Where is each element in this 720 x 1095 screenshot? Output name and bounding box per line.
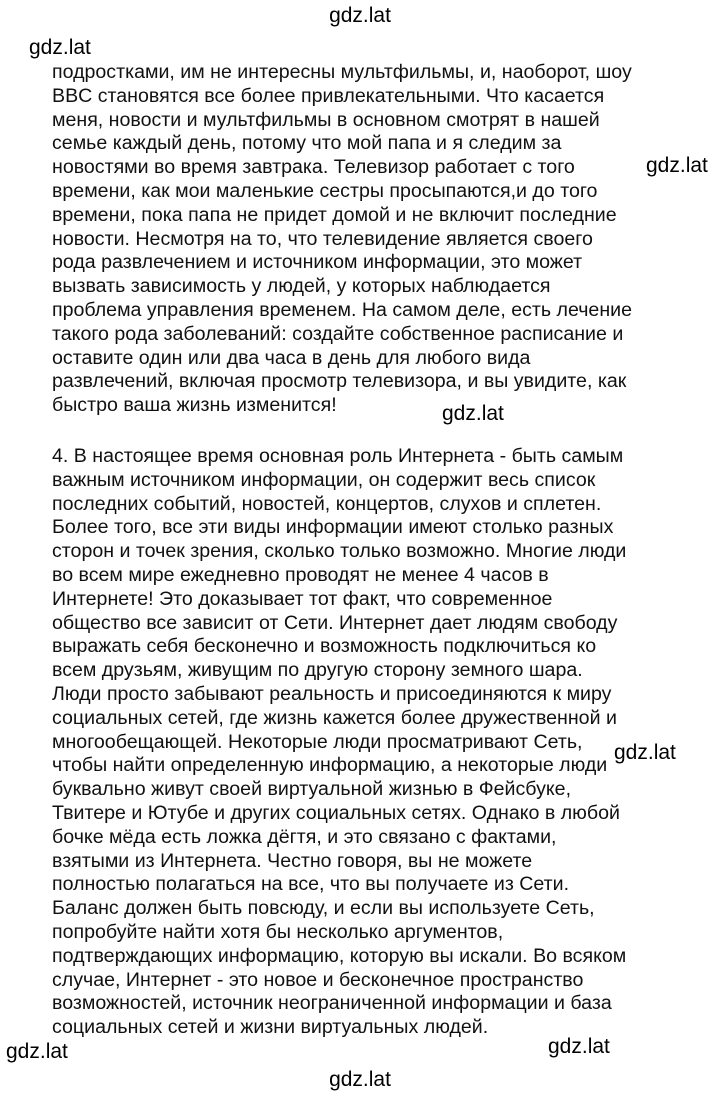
text-line: оставите один или два часа в день для любого вида bbox=[52, 346, 531, 369]
text-line: такого рода заболеваний: создайте собственное расписание и bbox=[52, 322, 624, 345]
text-line: Более того, все эти виды информации имеют столько разных bbox=[52, 516, 614, 539]
text-line: семье каждый день, потому что мой папа и я следим за bbox=[52, 132, 562, 155]
text-line: BBC становятся все более привлекательными. Что касается bbox=[52, 84, 605, 107]
text-line: всем друзьям, живущим по другую сторону земного шара. bbox=[52, 659, 583, 682]
text-line: подтверждающих информацию, которую вы искали. Во всяком bbox=[52, 944, 627, 967]
text-line: бочке мёда есть ложка дёгтя, и это связано с фактами, bbox=[52, 825, 557, 848]
watermark-bottom: gdz.lat bbox=[329, 1068, 391, 1091]
watermark-top-left: gdz.lat bbox=[29, 36, 91, 59]
text-line: времени, как мои маленькие сестры просыпаются,и до того bbox=[52, 179, 598, 202]
text-line: сторон и точек зрения, сколько только возможно. Многие люди bbox=[52, 540, 627, 563]
text-line: многообещающей. Некоторые люди просматривают Сеть, bbox=[52, 730, 583, 753]
text-line: Интернете! Это доказывает тот факт, что современное bbox=[52, 587, 553, 610]
text-line: во всем мире ежедневно проводят не менее 4 часов в bbox=[52, 563, 549, 586]
text-line: быстро ваша жизнь изменится! bbox=[52, 394, 337, 417]
text-line: общество все зависит от Сети. Интернет дает людям свободу bbox=[52, 611, 618, 634]
text-line: проблема управления временем. На самом деле, есть лечение bbox=[52, 298, 632, 321]
text-line: случае, Интернет - это новое и бесконечное пространство bbox=[52, 968, 584, 991]
text-line: вызвать зависимость у людей, у которых наблюдается bbox=[52, 275, 551, 298]
watermark-bottom-left: gdz.lat bbox=[6, 1040, 68, 1063]
text-line: времени, пока папа не придет домой и не включит последние bbox=[52, 203, 617, 226]
text-line: выражать себя бесконечно и возможность подключиться ко bbox=[52, 635, 597, 658]
text-line: возможностей, источник неограниченной информации и база bbox=[52, 992, 612, 1015]
watermark-right-1: gdz.lat bbox=[646, 154, 708, 177]
paragraph-continuation bbox=[52, 61, 712, 418]
watermark-top: gdz.lat bbox=[329, 4, 391, 27]
text-line: социальных сетей и жизни виртуальных людей. bbox=[52, 1016, 489, 1039]
text-line: чтобы найти определенную информацию, а некоторые люди bbox=[52, 754, 608, 777]
watermark-right-2: gdz.lat bbox=[614, 741, 676, 764]
watermark-bottom-right: gdz.lat bbox=[548, 1035, 610, 1058]
text-line: новостями во время завтрака. Телевизор работает с того bbox=[52, 156, 575, 179]
text-line: новости. Несмотря на то, что телевидение является своего bbox=[52, 227, 593, 250]
text-line: меня, новости и мультфильмы в основном смотрят в нашей bbox=[52, 108, 600, 131]
watermark-middle: gdz.lat bbox=[442, 402, 504, 425]
text-line: важным источником информации, он содержит весь список bbox=[52, 468, 596, 491]
text-line: буквально живут своей виртуальной жизнью в Фейсбуке, bbox=[52, 778, 572, 801]
text-line: рода развлечением и источником информации, это может bbox=[52, 251, 583, 274]
text-line: взятыми из Интернета. Честно говоря, вы не можете bbox=[52, 849, 533, 872]
text-line: попробуйте найти хотя бы несколько аргументов, bbox=[52, 920, 504, 943]
text-line: подростками, им не интересны мультфильмы, и, наоборот, шоу bbox=[52, 61, 632, 83]
text-line: развлечений, включая просмотр телевизора, и вы увидите, как bbox=[52, 370, 627, 393]
text-line: Баланс должен быть повсюду, и если вы используете Сеть, bbox=[52, 897, 595, 920]
text-line: последних событий, новостей, концертов, слухов и сплетен. bbox=[52, 492, 602, 515]
text-line: Люди просто забывают реальность и присоединяются к миру bbox=[52, 682, 612, 705]
paragraph-4-internet bbox=[52, 445, 712, 1040]
text-line: социальных сетей, где жизнь кажется более дружественной и bbox=[52, 706, 617, 729]
text-line: 4. В настоящее время основная роль Интернета - быть самым bbox=[52, 445, 624, 467]
text-line: полностью полагаться на все, что вы получаете из Сети. bbox=[52, 873, 570, 896]
text-line: Твитере и Ютубе и других социальных сетях. Однако в любой bbox=[52, 801, 620, 824]
